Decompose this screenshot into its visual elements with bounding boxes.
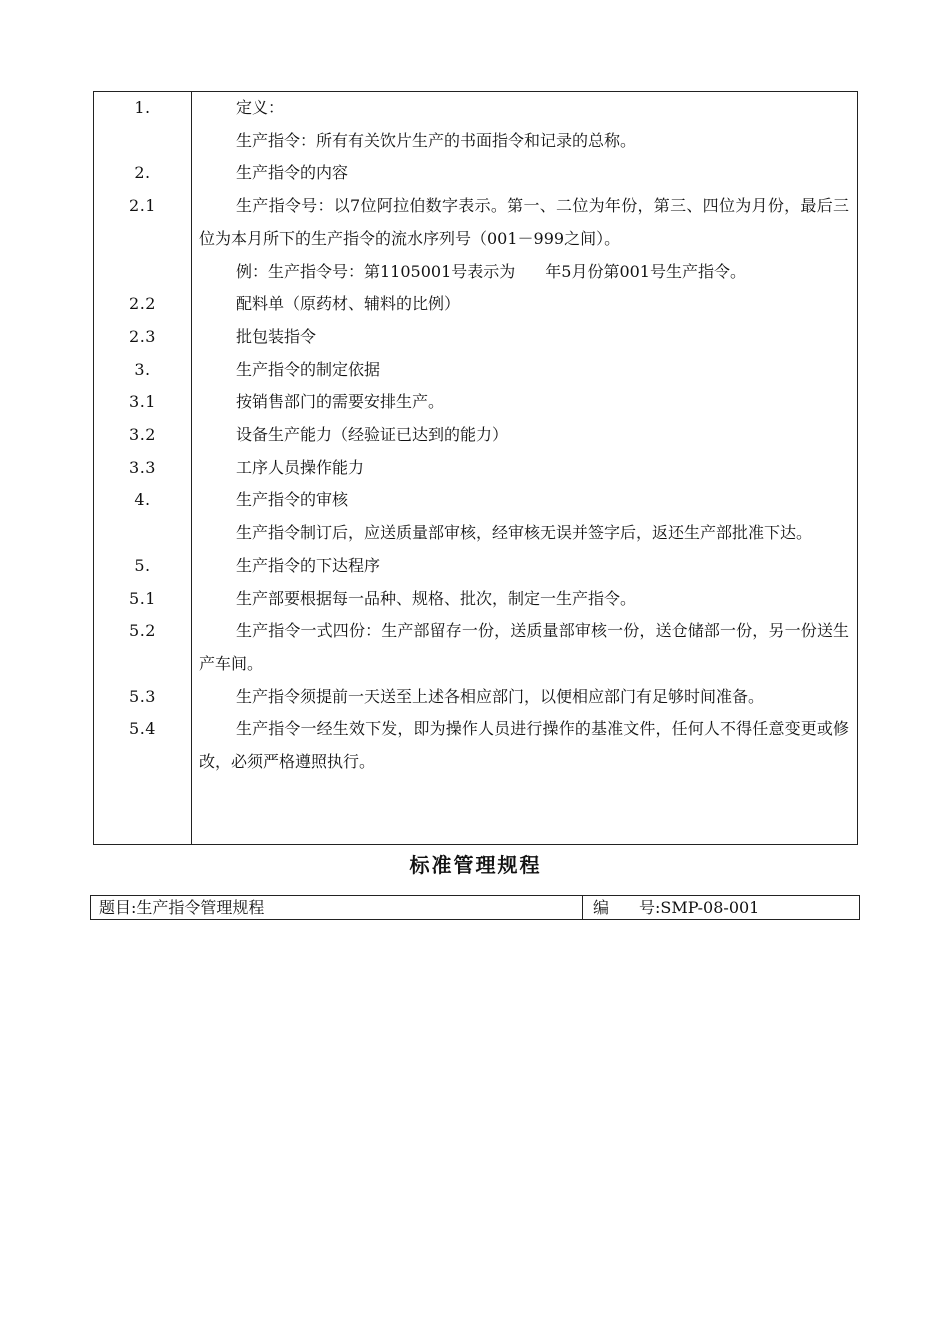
section-text: 配料单（原药材、辅料的比例） [236, 294, 461, 314]
section-text: 生产指令的制定依据 [236, 359, 381, 379]
table-row [94, 157, 857, 190]
section-text: 生产指令的内容 [236, 163, 349, 183]
table-row [94, 550, 857, 583]
section-number: 2.3 [129, 326, 156, 346]
table-row [94, 681, 857, 714]
table-row [94, 583, 857, 616]
table-row [94, 484, 857, 517]
section-number [94, 125, 191, 158]
table-row [94, 321, 857, 354]
example-text-part-b: 年5月份第001号生产指令。 [545, 261, 746, 281]
section-text: 生产指令一式四份：生产部留存一份，送质量部审核一份，送仓储部一份，另一份送生产车间。 [199, 621, 849, 673]
section-text: 生产指令一经生效下发，即为操作人员进行操作的基准文件，任何人不得任意变更或修改，必须严格遵照执行。 [199, 719, 849, 772]
section-number: 3.2 [129, 425, 156, 445]
table-row [94, 190, 857, 255]
section-text: 生产指令的审核 [236, 490, 349, 510]
example-text-part-a: 例：生产指令号：第1105001号表示为 [236, 261, 516, 281]
table-row [94, 92, 857, 125]
table-row [94, 517, 857, 550]
procedure-rows [94, 92, 857, 779]
section-text [191, 256, 857, 289]
section-number: 5.1 [129, 588, 156, 608]
section-number: 3.1 [129, 392, 156, 412]
table-row [94, 256, 857, 289]
table-row [94, 452, 857, 485]
document-title-cell: 题目:生产指令管理规程 [91, 896, 583, 919]
section-number: 2.2 [129, 294, 156, 314]
section-text: 批包装指令 [236, 326, 317, 346]
section-number: 5.2 [129, 621, 156, 641]
section-number [94, 517, 191, 550]
document-header-table [90, 895, 860, 920]
section-number: 4. [134, 490, 151, 510]
code-label-part-b: 号:SMP-08-001 [639, 898, 760, 917]
code-label-part-a: 编 [593, 898, 610, 917]
section-text: 工序人员操作能力 [236, 457, 365, 477]
table-row [94, 125, 857, 158]
document-code-cell [583, 896, 859, 919]
section-number: 5.4 [129, 719, 156, 739]
section-number: 3.3 [129, 457, 156, 477]
table-row [94, 419, 857, 452]
section-number: 3. [134, 359, 151, 379]
table-row [94, 288, 857, 321]
procedure-table [93, 91, 858, 845]
section-text: 生产部要根据每一品种、规格、批次，制定一生产指令。 [236, 588, 637, 608]
table-row [94, 713, 857, 778]
section-number: 5.3 [129, 686, 156, 706]
section-number: 2. [134, 163, 151, 183]
section-number: 2.1 [129, 196, 156, 216]
table-row [94, 354, 857, 387]
section-number [94, 256, 191, 289]
table-row [94, 615, 857, 680]
section-text: 生产指令制订后，应送质量部审核，经审核无误并签字后，返还生产部批准下达。 [236, 523, 813, 543]
section-text: 生产指令须提前一天送至上述各相应部门，以便相应部门有足够时间准备。 [236, 686, 765, 706]
section-text: 生产指令的下达程序 [236, 555, 381, 575]
section-text: 定义： [236, 98, 285, 117]
table-row [94, 386, 857, 419]
section-text: 设备生产能力（经验证已达到的能力） [236, 425, 509, 445]
document-heading: 标准管理规程 [409, 853, 542, 877]
section-number: 5. [134, 555, 151, 575]
section-text: 按销售部门的需要安排生产。 [236, 392, 445, 412]
section-text: 生产指令号：以7位阿拉伯数字表示。第一、二位为年份，第三、四位为月份，最后三位为本月所下的生产指令的流水序列号（001－999之间）。 [199, 196, 849, 248]
section-number: 1. [134, 98, 151, 117]
section-text: 生产指令：所有有关饮片生产的书面指令和记录的总称。 [236, 130, 637, 150]
